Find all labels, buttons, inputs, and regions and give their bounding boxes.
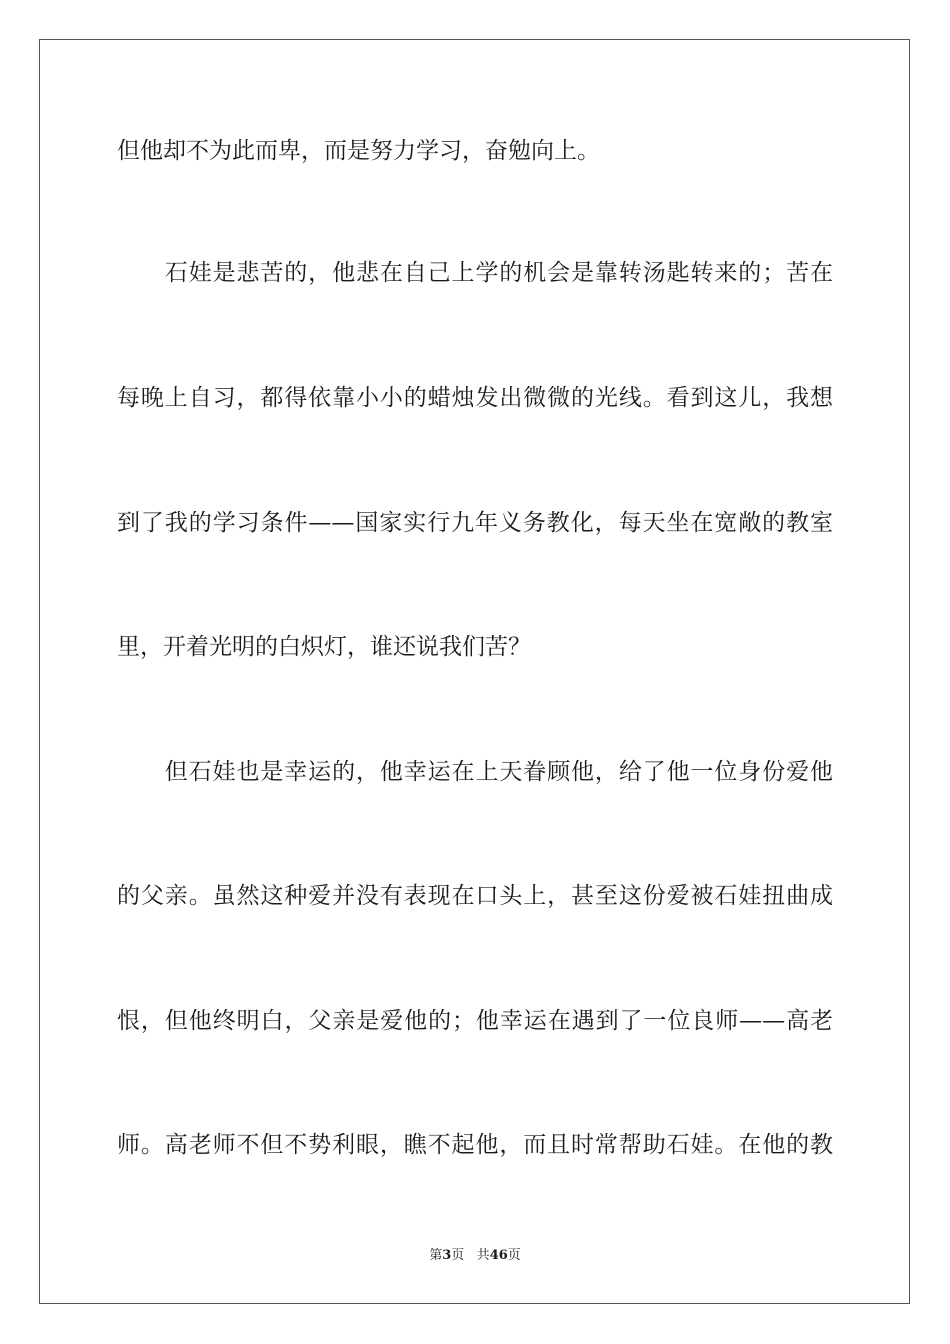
total-pages: 46: [489, 1248, 508, 1263]
text-line-9: 师。高老师不但不势利眼，瞧不起他，而且时常帮助石娃。在他的教: [117, 1132, 833, 1158]
text-line-1: 但他却不为此而卑，而是努力学习，奋勉向上。: [117, 138, 600, 164]
text-line-3: 每晚上自习，都得依靠小小的蜡烛发出微微的光线。看到这儿，我想: [117, 385, 833, 411]
text-line-5: 里，开着光明的白炽灯，谁还说我们苦？: [117, 634, 531, 660]
page-prefix: 第: [429, 1248, 443, 1263]
text-line-4: 到了我的学习条件——国家实行九年义务教化，每天坐在宽敞的教室: [117, 510, 833, 536]
page-suffix: 页: [451, 1248, 465, 1263]
text-line-2: 石娃是悲苦的，他悲在自己上学的机会是靠转汤匙转来的；苦在: [117, 260, 833, 286]
page-footer: [0, 1247, 950, 1265]
page-border: [39, 39, 910, 1304]
text-line-8: 恨，但他终明白，父亲是爱他的；他幸运在遇到了一位良师——高老: [117, 1008, 833, 1034]
total-suffix: 页: [507, 1248, 521, 1263]
page-number: 3: [442, 1248, 452, 1263]
text-line-6: 但石娃也是幸运的，他幸运在上天眷顾他，给了他一位身份爱他: [117, 759, 833, 785]
total-prefix: 共: [476, 1248, 490, 1263]
text-line-7: 的父亲。虽然这种爱并没有表现在口头上，甚至这份爱被石娃扭曲成: [117, 883, 833, 909]
